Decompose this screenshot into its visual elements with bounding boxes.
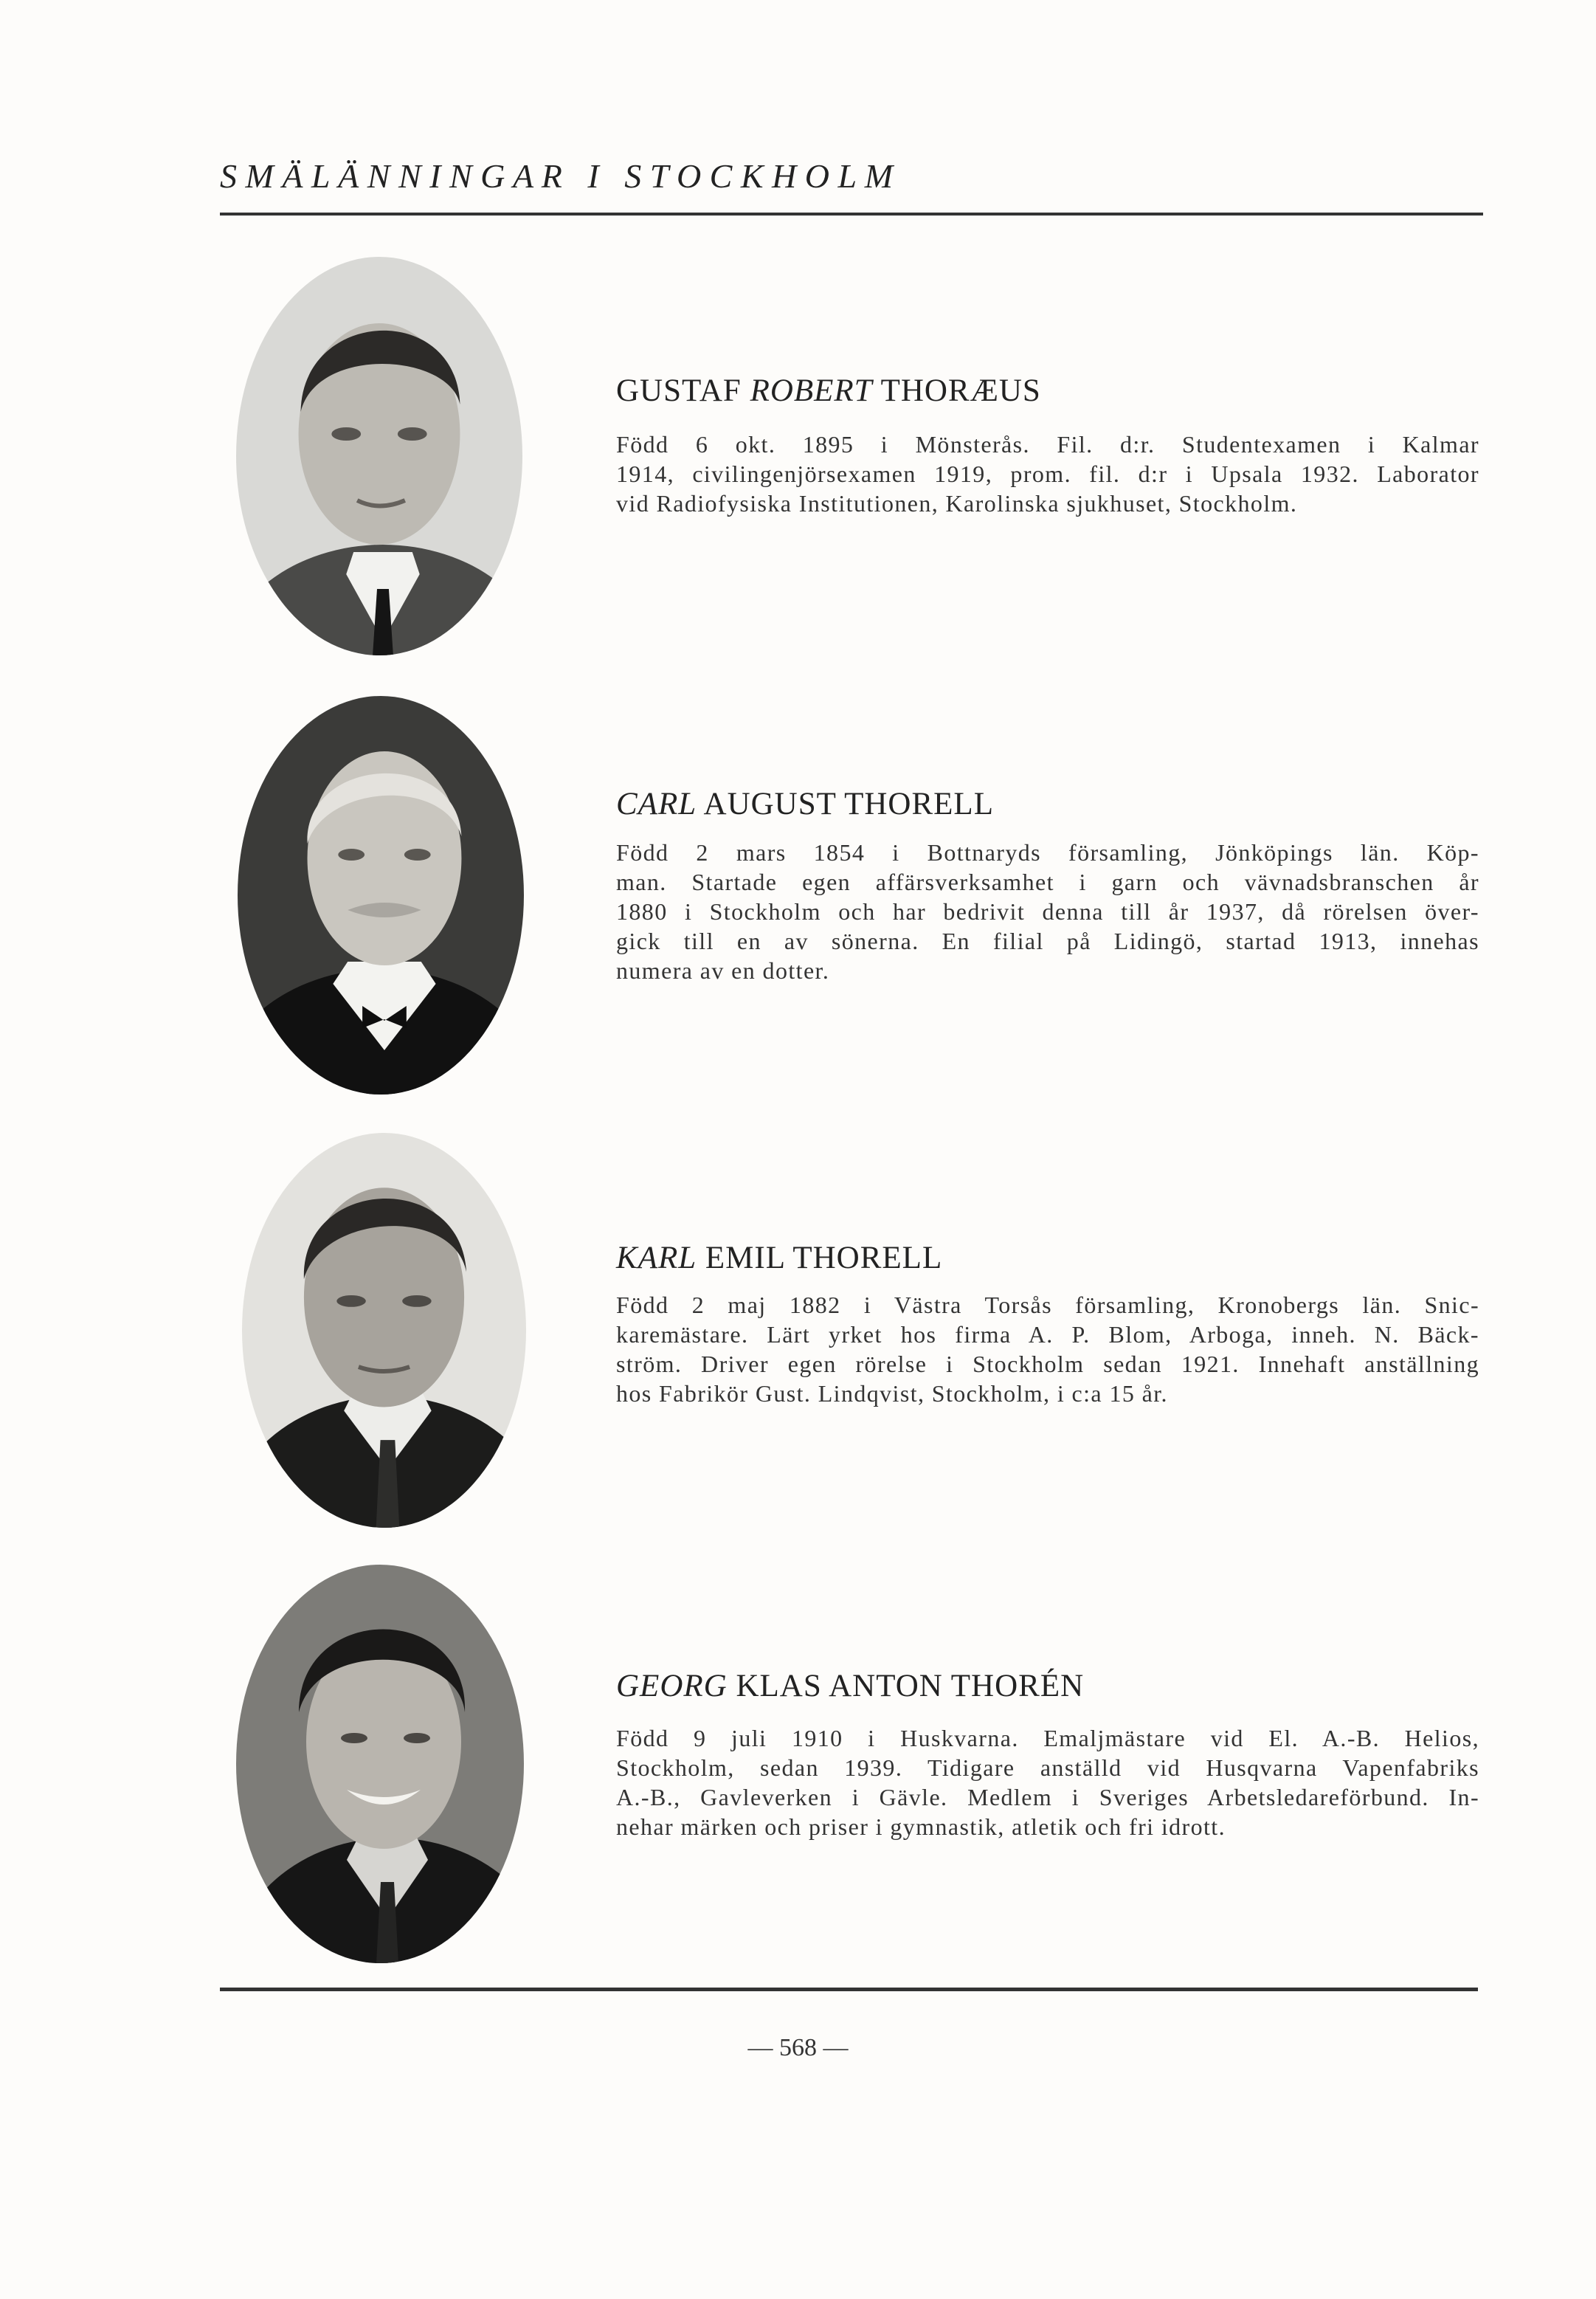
person-name: KARL EMIL THORELL [616, 1241, 943, 1275]
footer-rule [220, 1988, 1478, 1991]
person-name: GUSTAF ROBERT THORÆUS [616, 373, 1041, 408]
biography-text: Född 2 mars 1854 i Bottnaryds församling, Jönköpings län. Köp- man. Startade egen affärsverksamhet i garn och vävnadsbranschen år 1880 i Stockholm och har bedrivit denna till år 1937, då rörelsen över- gick till en av sönerna. En filial på Lidingö, startad 1913, innehas numera av en dotter. [616, 839, 1479, 984]
running-title: S M Ä L Ä N N I N G A R I S T O C K H O L M [220, 157, 894, 195]
page-number: — 568 — [747, 2034, 849, 2061]
portrait-photo [236, 257, 522, 655]
header-rule [220, 213, 1483, 216]
person-name: GEORG KLAS ANTON THORÉN [616, 1669, 1085, 1703]
portrait-photo [236, 1565, 524, 1963]
portrait-photo [242, 1133, 526, 1528]
portrait-photo [238, 696, 524, 1095]
person-name: CARL AUGUST THORELL [616, 787, 994, 821]
biography-text: Född 9 juli 1910 i Huskvarna. Emaljmästare vid El. A.-B. Helios, Stockholm, sedan 1939. Tidigare anställd vid Husqvarna Vapenfabriks A.-B., Gavleverken i Gävle. Medlem i Sveriges Arbetsledareförbund. In- nehar märken och priser i gymnastik, atletik och fri idrott. [616, 1725, 1479, 1840]
biography-text: Född 2 maj 1882 i Västra Torsås församling, Kronobergs län. Snic- karemästare. Lärt yrket hos firma A. P. Blom, Arboga, inneh. N. Bäck- ström. Driver egen rörelse i Stockholm sedan 1921. Innehaft anställning hos Fabrikör Gust. Lindqvist, Stockholm, i c:a 15 år. [616, 1292, 1479, 1407]
biography-text: Född 6 okt. 1895 i Mönsterås. Fil. d:r. Studentexamen i Kalmar 1914, civilingenjörsexamen 1919, prom. fil. d:r i Upsala 1932. Laborator vid Radiofysiska Institutionen, Karolinska sjukhuset, Stockholm. [616, 431, 1479, 517]
